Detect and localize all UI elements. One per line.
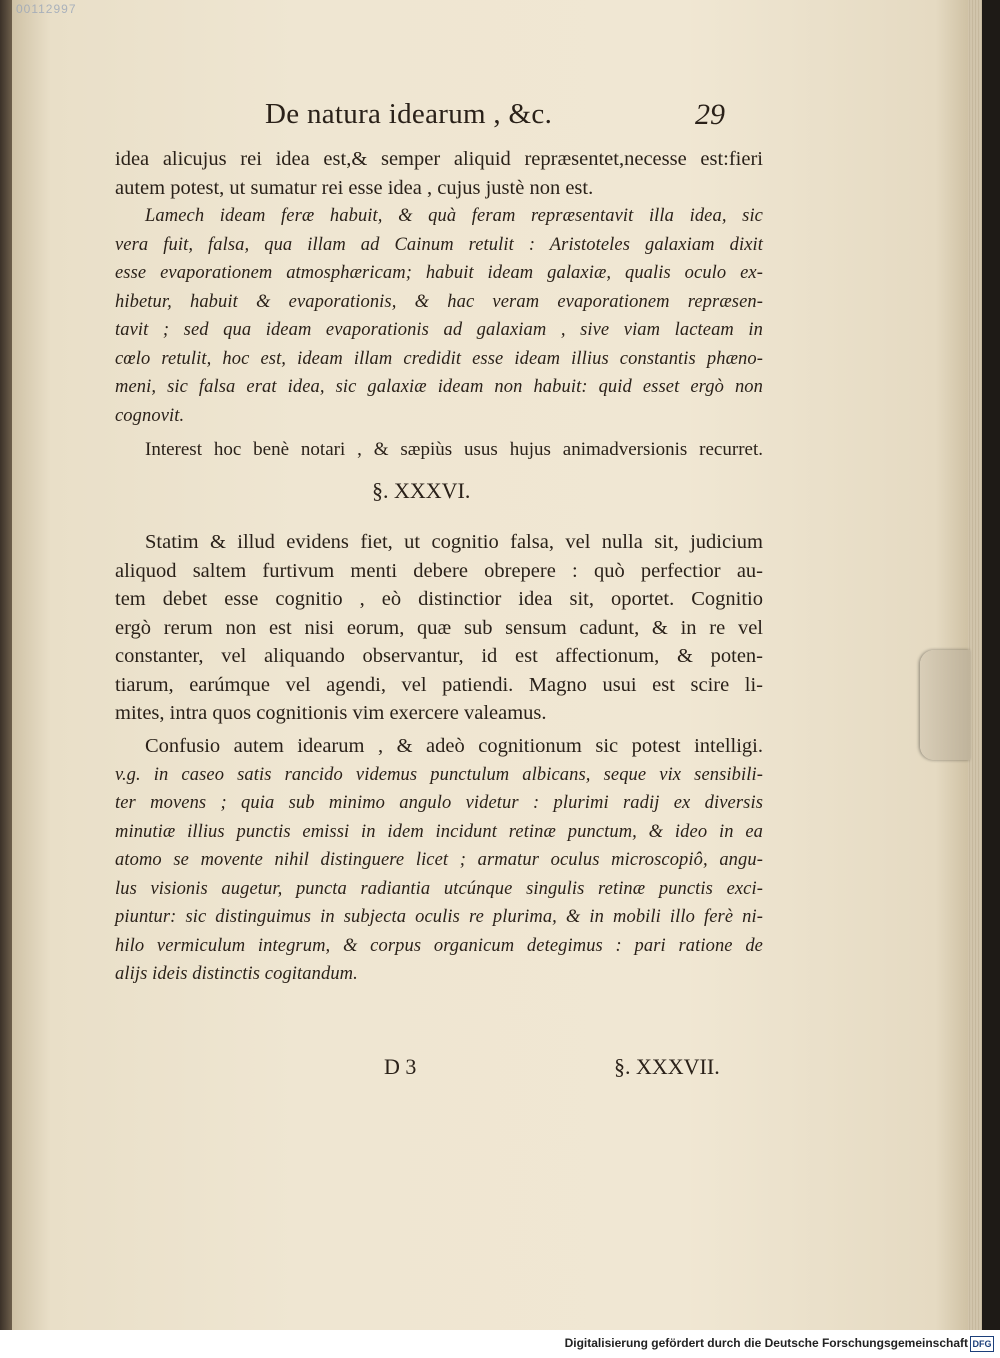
paragraph-2-italic [115, 202, 763, 430]
text-line: idea alicujus rei idea est,& semper aliquid repræsentet,necesse est:fieri [115, 148, 763, 170]
text-line: tem debet esse cognitio , eò distinctior idea sit, oportet. Cognitio [115, 588, 763, 610]
text-line: piuntur: sic distinguimus in subjecta oculis re plurima, & in mobili illo ferè ni- [115, 907, 763, 927]
text-line: aliquod saltem furtivum menti debere obrepere : quò perfectior au- [115, 559, 763, 582]
running-title: De natura idearum , &c. [265, 98, 553, 130]
text-line: esse evaporationem atmosphæricam; habuit ideam galaxiæ, qualis oculo ex- [115, 263, 763, 283]
text-line: hibetur, habuit & evaporationis, & hac veram evaporationem repræsen- [115, 291, 763, 312]
text-line: autem potest, ut sumatur rei esse idea , cujus justè non est. [115, 176, 594, 199]
dfg-logo-icon: DFG [970, 1336, 994, 1352]
text-line: alijs ideis distinctis cogitandum. [115, 964, 358, 984]
page-header [265, 98, 745, 138]
text-line: ter movens ; quia sub minimo angulo videtur : plurimi radij ex diversis [115, 793, 763, 813]
text-line: atomo se movente nihil distinguere licet ; armatur oculus microscopiô, angu- [115, 850, 763, 870]
shelfmark-stamp: 00112997 [16, 2, 77, 16]
text-line: Confusio autem idearum , & adeò cognitionum sic potest intelligi. [145, 735, 763, 757]
text-line: Lamech ideam feræ habuit, & quà feram repræsentavit illa idea, sic [145, 206, 763, 226]
paragraph-1 [115, 145, 763, 202]
section-heading: §. XXXVI. [372, 478, 471, 503]
signature-mark: D 3 [384, 1054, 417, 1079]
text-line: vera fuit, falsa, qua illam ad Cainum retulit : Aristoteles galaxiam dixit [115, 234, 763, 255]
text-line: constanter, vel aliquando observantur, id est affectionum, & poten- [115, 645, 763, 667]
text-line: mites, intra quos cognitionis vim exercere valeamus. [115, 702, 547, 724]
text-line: v.g. in caseo satis rancido videmus punctulum albicans, seque vix sensibili- [115, 764, 763, 785]
paragraph-5 [115, 732, 763, 989]
text-line: ergò rerum non est nisi eorum, quæ sub sensum cadunt, & in re vel [115, 616, 763, 639]
paragraph-4 [115, 528, 763, 728]
text-line: Interest hoc benè notari , & sæpiùs usus hujus animadversionis recurret. [145, 439, 763, 460]
digitization-footer [0, 1330, 1000, 1358]
text-line: Statim & illud evidens fiet, ut cognitio falsa, vel nulla sit, judicium [145, 531, 763, 553]
text-line: hilo vermiculum integrum, & corpus organicum detegimus : pari ratione de [115, 935, 763, 956]
paragraph-3 [115, 436, 763, 465]
text-line: cœlo retulit, hoc est, ideam illam credidit esse ideam illius constantis phæno- [115, 348, 763, 369]
text-line: tavit ; sed qua ideam evaporationis ad galaxiam , sive viam lacteam in [115, 320, 763, 340]
text-line: tiarum, earúmque vel agendi, vel patiendi. Magno usui est scire li- [115, 673, 763, 696]
text-line: lus visionis augetur, puncta radiantia utcúnque singulis retinæ punctis exci- [115, 878, 763, 899]
page-tab-marker [920, 650, 970, 760]
text-line: meni, sic falsa erat idea, sic galaxiæ ideam non habuit: quid esset ergò non [115, 377, 763, 397]
footer-credit: Digitalisierung gefördert durch die Deutsche Forschungsgemeinschaft [564, 1336, 968, 1350]
page-stack-edge [968, 0, 982, 1330]
text-line: cognovit. [115, 405, 185, 426]
gutter-shadow [0, 0, 12, 1330]
text-line: minutiæ illius punctis emissi in idem incidunt retinæ punctum, & ideo in ea [115, 821, 763, 842]
page-number: 29 [695, 98, 725, 131]
catchword: §. XXXVII. [614, 1054, 720, 1079]
